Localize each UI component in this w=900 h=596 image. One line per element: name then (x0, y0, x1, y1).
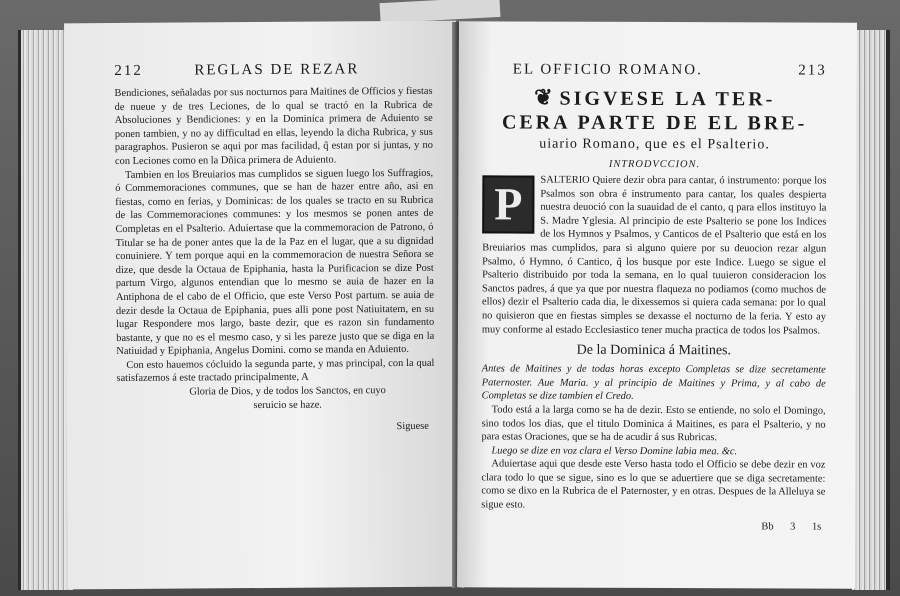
right-paragraph-2: Todo está a la larga como se ha de dezir. Esto se entiende, no solo el Domingo, sino todos los dias, que el titulo Dominica á Maitines, es para el Psalterio, y no para estas Oraciones, que se ha de acudir á sus Rubricas. (481, 404, 826, 444)
intro-block (482, 173, 827, 337)
right-page (457, 21, 857, 588)
left-page-number: 212 (114, 62, 143, 80)
left-running-head: REGLAS DE REZAR (194, 61, 360, 79)
left-paragraph-3: Con esto hauemos cócluido la segunda parte, y mas principal, con la qual satisfazemos á este tractado principalmente, A (116, 357, 435, 385)
fleuron-icon: ❦ (534, 84, 556, 110)
left-body-text (114, 85, 434, 386)
section-heading: De la Dominica á Maitines. (576, 342, 732, 359)
right-page-number: 213 (798, 62, 827, 79)
intro-heading: INTRODVCCION. (608, 158, 701, 171)
part-subtitle: uiario Romano, que es el Psalterio. (539, 136, 770, 153)
signature-mark: Bb (761, 521, 774, 533)
paper-scrap (380, 0, 501, 23)
title-line-1: SIGVESE LA TER- (559, 87, 776, 111)
left-header (114, 61, 432, 87)
drop-cap-letter: P (494, 178, 523, 230)
rubric-2: Luego se dize en voz clara el Verso Domine labia mea. &c. (491, 445, 738, 457)
left-closing (117, 384, 435, 413)
signature-line (481, 520, 825, 532)
title-line-2: CERA PARTE DE EL BRE- (501, 111, 808, 135)
rubric-1: Antes de Maitines y de todas horas excepto Completas se dize secretamente Paternoster. Aue Maria. y al principio de Maitines y Prima, y al cabo de Completas se dize tambien el Credo. (481, 363, 826, 403)
intro-text: SALTERIO Quiere dezir obra para cantar, ó instrumento: porque los Psalmos son obra é instrumento para cantar, los quales despierta nuestra deuoció con la suauidad de el canto, q para ellos instituyo la S. Madre Yglesia. Al principio de este Psalterio se pone los Indices de los Hymnos y Psalmos, y Canticos de el Psalterio que está en los Breuiarios mas cumplidos, para si alguno quiere por su deuocion rezar algun Psalmo, ó Hymno, ó Cantico, q̃ los busque por este Indice. Luego se sigue el Psalterio distribuido por toda la semana, en lo qual tuuieron consideracion los Sanctos padres, á que ya que por nuestra flaqueza no podiamos (como muchos de ellos) dezir el Psalterio cada dia, le dixessemos si quiera cada semana: por lo qual no quisieron que en fiestas simples se dexasse el nocturno de la feria. Y esto ay muy conforme al estado Ecclesiastico tener mucha practica de todos los Psalmos. (481, 174, 827, 337)
right-running-head: EL OFFICIO ROMANO. (512, 61, 703, 79)
left-page (64, 21, 460, 590)
bottom-catch: 1s (811, 521, 822, 533)
right-page-edges (852, 30, 890, 590)
title-line-1-wrap (483, 85, 827, 111)
part-title (483, 85, 827, 135)
right-header (483, 61, 827, 86)
right-body-text (481, 363, 826, 514)
right-paragraph-3: Aduiertase aqui que desde este Verso hasta todo el Officio se debe dezir en voz clara todo lo que se sigue, sino es lo que se aduertiere que se diga secretamente: como se dixo en la Rubrica de el Paternoster, y en otras. Despues de la Alleluya se sigue esto. (481, 458, 826, 511)
left-catchword: Siguese (396, 421, 429, 433)
drop-cap (482, 175, 534, 233)
closing-line-2: seruicio se haze. (253, 399, 322, 411)
left-paragraph-2: Tambien en los Breuiarios mas cumplidos se siguen luego los Suffragios, ó Commemoraciones communes, que se han de hazer entre año, asi en fiestas, como en ferias, y Dominicas: de los quales se tracto en su Rubrica de las Commemoraciones communes: y los mesmos se ponen antes de Completas en el Psalterio. Aduiertase que la commemoracion de Patrono, ó Titular se ha de poner antes que la de la Paz en el lugar, que a su dignidad conuiniere. Y tem porque aqui en la commemoracion de nuestra Señora se dize, que desde la Octaua de Epiphania, hasta la Purificacion se dize Post partum Virgo, algunos entendian que lo mesmo se auia de hazer en la Antiphona de el cabo de el Officio, que este Verso Post partum. se auia de dezir desde la Octaua de Epiphania, pues alli pone post Natiuitatem, en su lugar Respondere mos largo, baste dezir, que es razon sin fundamento bastante, y que no es el mesmo caso, y si les pareze justo que se diga en la Natiuidad y Epiphania, Angelus Domini. como se manda en Aduiento. (115, 167, 435, 358)
left-paragraph-1: Bendiciones, señaladas por sus nocturnos para Maitines de Officios y fiestas de nueue y de tres Leciones, de lo qual se tractó en la Rubrica de Absoluciones y Bendiciones: y en la Dominica primera de Aduiento se ponen tambien, y no ay difficultad en ellas, leyendo la dicha Rubrica, y sus paragraphos. Pusieron se aqui por mas facilidad, q̃ estan por si juntas, y no con Leciones como en la Dñica primera de Aduiento. (114, 85, 433, 167)
signature-number: 3 (790, 521, 796, 533)
closing-line-1: Gloria de Dios, y de todos los Sanctos, en cuyo (189, 385, 386, 398)
